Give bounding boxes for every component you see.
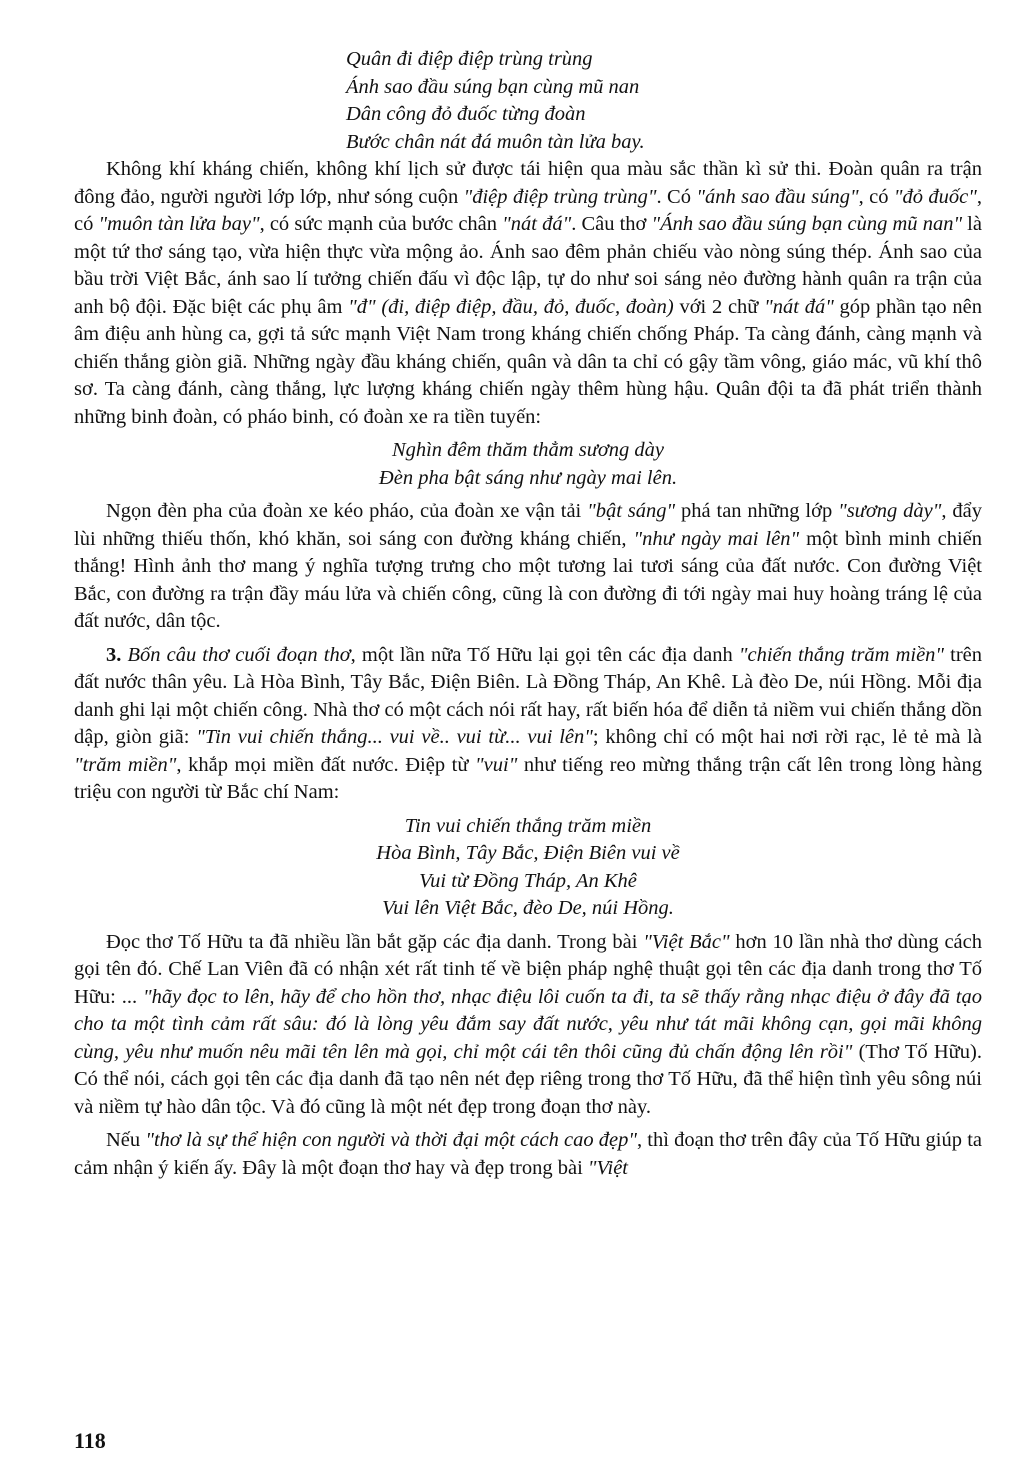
text-run: góp phần tạo nên âm điệu anh hùng ca, gợi tả sức mạnh Việt Nam trong kháng chiến chống Pháp. Ta càng đánh, càng mạnh và chiến thắng giòn giã. Những ngày đầu kháng chiến, quân và dân ta chỉ có gậy tầm vông, giáo mác, vũ khí thô sơ. Ta càng đánh, càng thắng, lực lượng kháng chiến ngày thêm hùng hậu. Quân đội ta đã phát triển thành những binh đoàn, có pháo binh, có đoàn xe ra tiền tuyến: (74, 295, 982, 428)
text-run: Ngọn đèn pha của đoàn xe kéo pháo, của đoàn xe vận tải (106, 500, 588, 522)
text-run: "Ánh sao đầu súng bạn cùng mũ nan" (651, 213, 963, 235)
text-run: "Việt (587, 1156, 629, 1179)
text-run: "nát đá" (502, 213, 572, 235)
text-run: "trăm miền" (74, 753, 177, 776)
text-run: , khắp mọi miền đất nước. Điệp từ (176, 753, 476, 776)
text-run: "như ngày mai lên" (633, 527, 800, 550)
paragraph-5 (74, 1127, 982, 1182)
text-run: "vui" (475, 753, 518, 776)
text-run: Không khí kháng chiến, không khí lịch sử được tái hiện qua màu sắc thần kì sử thi. Đoàn quân ra trận đông đảo, người người lớp lớp, như sóng cuộn (74, 158, 982, 208)
text-run: , có sức mạnh của bước chân (259, 213, 503, 235)
poem-line: Quân đi điệp điệp trùng trùng (346, 48, 593, 70)
poem-line: Dân công đỏ đuốc từng đoàn (346, 103, 586, 125)
text-run: "sương dày" (838, 500, 942, 522)
text-run: , thì đoạn thơ trên đây của Tố Hữu giúp ta cảm nhận ý kiến ấy. Đây là một đoạn thơ hay và đẹp trong bài (74, 1129, 982, 1179)
text-run: một bình minh chiến thắng! Hình ảnh thơ mang ý nghĩa tượng trưng cho một tương lai tươi sáng của đất nước. Con đường Việt Bắc, con đường ra trận đầy máu lửa và chiến công, cũng là con đường đi tới ngày mai huy hoàng tráng lệ của đất nước, dân tộc. (74, 527, 982, 632)
text-run: "Việt Bắc" (643, 930, 730, 953)
text-run: "muôn tàn lửa bay" (98, 213, 260, 235)
text-run: "điệp điệp trùng trùng" (463, 185, 657, 208)
text-run: trên đất nước thân yêu. Là Hòa Bình, Tây Bắc, Điện Biên. Là Đồng Tháp, An Khê. Là đèo De, núi Hồng. Mỗi địa danh ghi lại một chiến công. Nhà thơ có một cách nói rất hay, rất biến hóa để diễn tả niềm vui chiến thắng dồn dập, giòn giã: (74, 643, 983, 748)
poem-line: Vui từ Đồng Tháp, An Khê (419, 869, 637, 892)
text-run: "Tin vui chiến thắng... vui về.. vui từ... vui lên" (196, 726, 593, 748)
poem-line: Bước chân nát đá muôn tàn lửa bay. (346, 130, 645, 153)
text-run: "bật sáng" (587, 500, 676, 522)
poem-line: Nghìn đêm thăm thẳm sương dày (391, 439, 665, 461)
page-content (74, 46, 982, 1188)
poem-line: Ánh sao đầu súng bạn cùng mũ nan (346, 75, 640, 98)
text-run: , đẩy lùi những thiếu thốn, khó khăn, soi sáng con đường kháng chiến, (74, 500, 982, 550)
text-run: "hãy đọc to lên, hãy để cho hồn thơ, nhạc điệu lôi cuốn ta đi, ta sẽ thấy rằng nhạc điệu ở đây đã tạo cho ta một tình cảm rất sâu: đó là lòng yêu đắm say đất nước, yêu như tát mãi không cạn, gọi mãi không cùng, yêu như muốn nêu mãi tên lên mà gọi, chỉ một cái tên thôi cũng đủ chấn động lên rồi" (74, 985, 982, 1063)
text-run: là một tứ thơ sáng tạo, vừa hiện thực vừa mộng ảo. Ánh sao đêm phản chiếu vào nòng súng thép. Ánh sao của bầu trời Việt Bắc, ánh sao lí tưởng chiến đấu vì độc lập, tự do như soi sáng nẻo đường hành quân ra trận của anh bộ đội. Đặc biệt các phụ âm (74, 213, 982, 318)
poem-line: Hòa Bình, Tây Bắc, Điện Biên vui về (376, 842, 680, 864)
text-run: "nát đá" (764, 295, 834, 318)
poem-excerpt-1 (346, 46, 645, 156)
text-run: 3. (106, 643, 128, 666)
poem-line: Vui lên Việt Bắc, đèo De, núi Hồng. (382, 897, 674, 919)
text-run: . Có (656, 185, 697, 208)
text-run: (Thơ Tố Hữu). Có thể nói, cách gọi tên các địa danh đã tạo nên nét đẹp riêng trong thơ Tố Hữu, đã thể hiện tình yêu sông núi và niềm tự hào dân tộc. Và đó cũng là một nét đẹp trong đoạn thơ này. (74, 1040, 982, 1118)
poem-excerpt-3 (376, 813, 679, 923)
text-run: Nếu (106, 1129, 146, 1151)
text-run: , có (74, 185, 982, 235)
paragraph-2 (74, 498, 982, 636)
text-run: , có (858, 185, 894, 208)
poem-excerpt-2 (379, 437, 677, 492)
text-run: như tiếng reo mừng thắng trận cất lên trong lòng hàng triệu con người từ Bắc chí Nam: (74, 753, 982, 803)
paragraph-1 (74, 156, 982, 431)
text-run: Bốn câu thơ cuối đoạn thơ (127, 643, 351, 666)
text-run: , một lần nữa Tố Hữu lại gọi tên các địa danh (350, 643, 739, 666)
text-run: "chiến thắng trăm miền" (738, 643, 945, 666)
poem-line: Đèn pha bật sáng như ngày mai lên. (378, 466, 678, 489)
text-run: hơn 10 lần nhà thơ dùng cách gọi tên đó. Chế Lan Viên đã có nhận xét rất tinh tế về biện pháp nghệ thuật gọi tên các địa danh trong thơ Tố Hữu: ... (74, 930, 982, 1008)
page-number: 118 (74, 1428, 106, 1453)
text-run: "đ" (đi, điệp điệp, đầu, đỏ, đuốc, đoàn) (348, 295, 674, 318)
text-run: ; không chỉ có một hai nơi rời rạc, lẻ tẻ mà là (592, 726, 982, 748)
text-run: "đỏ đuốc" (893, 185, 977, 208)
text-run: "ánh sao đầu súng" (696, 185, 859, 208)
text-run: . Câu thơ (571, 213, 652, 235)
text-run: phá tan những lớp (675, 500, 839, 522)
text-run: Đọc thơ Tố Hữu ta đã nhiều lần bắt gặp các địa danh. Trong bài (106, 930, 644, 953)
poem-line: Tin vui chiến thắng trăm miền (404, 814, 652, 837)
text-run: với 2 chữ (673, 295, 765, 318)
text-run: "thơ là sự thể hiện con người và thời đại một cách cao đẹp" (145, 1129, 637, 1151)
paragraph-4 (74, 929, 982, 1122)
paragraph-3 (74, 642, 982, 807)
